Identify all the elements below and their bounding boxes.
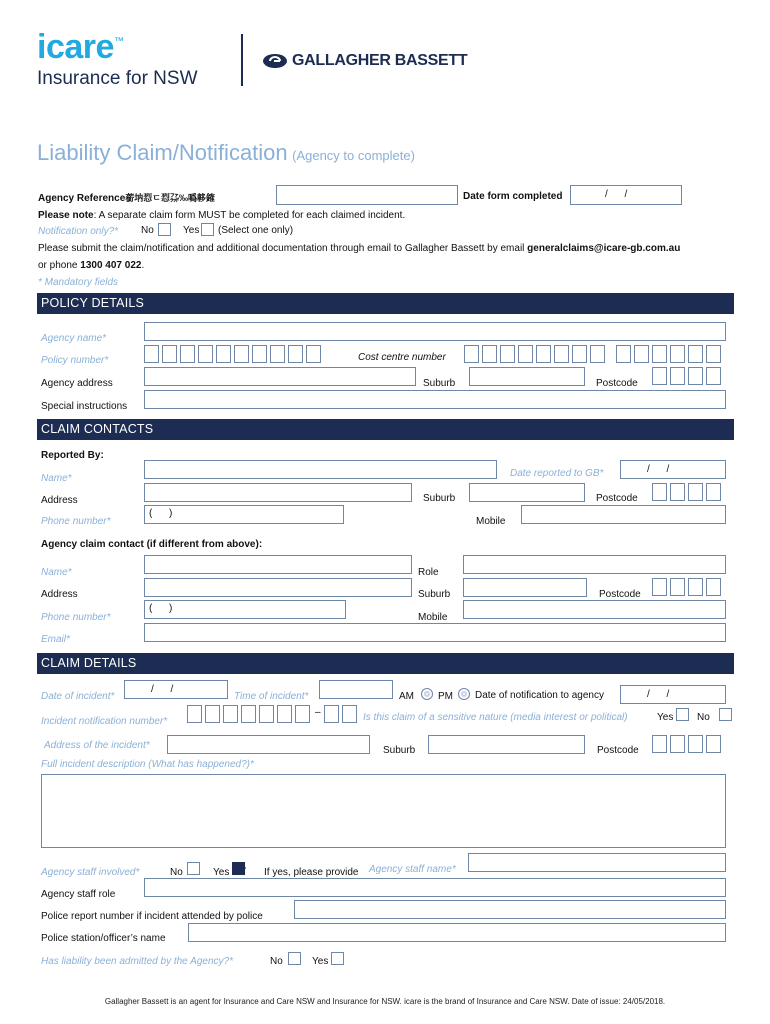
incident-postcode-label: Postcode <box>597 745 639 756</box>
contact-email-field[interactable] <box>144 623 726 642</box>
reporter-phone-field[interactable] <box>144 505 344 524</box>
incident-postcode-cell[interactable] <box>652 735 667 753</box>
reported-by-label: Reported By: <box>41 450 104 461</box>
agency-reference-garbled-text: 䕔㘨㤠ㄷ㤠㌲‰噅䡔䥃 <box>125 193 215 203</box>
staff-role-field[interactable] <box>144 878 726 897</box>
incident-number-cell[interactable] <box>205 705 220 723</box>
contact-postcode-label: Postcode <box>599 589 641 600</box>
contact-postcode-cell[interactable] <box>670 578 685 596</box>
incident-suburb-label: Suburb <box>383 745 416 756</box>
liability-yes-checkbox[interactable] <box>331 952 344 965</box>
staff-role-label: Agency staff role <box>41 889 116 900</box>
sensitive-yes-label: Yes <box>657 712 674 723</box>
cost-centre-cell[interactable] <box>590 345 605 363</box>
trademark-symbol: ™ <box>113 36 124 47</box>
staff-no-label: No <box>170 867 183 878</box>
date-slash: / / <box>647 464 670 475</box>
cost-centre-cell[interactable] <box>464 345 479 363</box>
please-note <box>38 210 405 221</box>
notification-yes-label: Yes <box>183 225 200 236</box>
sensitive-label: Is this claim of a sensitive nature (media interest or political) <box>363 712 628 723</box>
policy-postcode-cell[interactable] <box>688 367 703 385</box>
agency-reference-label <box>38 191 215 204</box>
description-label: Full incident description (What has happened?)* <box>41 759 254 770</box>
date-form-completed-label: Date form completed <box>463 191 563 202</box>
contact-mobile-label: Mobile <box>418 612 448 623</box>
time-incident-field[interactable] <box>319 680 393 699</box>
policy-number-cell[interactable] <box>144 345 159 363</box>
please-note-bold: Please note <box>38 210 94 221</box>
incident-address-field[interactable] <box>167 735 370 754</box>
reporter-suburb-field[interactable] <box>469 483 585 502</box>
mandatory-note: * Mandatory fields <box>38 277 119 288</box>
phone-number-text: 1300 407 022 <box>80 260 142 271</box>
time-incident-label: Time of incident* <box>234 691 309 702</box>
contact-email-label: Email* <box>41 634 70 645</box>
incident-number-label: Incident notification number* <box>41 716 168 727</box>
or-phone-text: or phone <box>38 260 81 271</box>
notification-yes-checkbox[interactable] <box>201 223 214 236</box>
pm-label: PM <box>438 691 453 702</box>
cost-centre-cell[interactable] <box>706 345 721 363</box>
date-slash: / / <box>647 689 670 700</box>
icare-wordmark: icare <box>37 28 114 66</box>
policy-number-cell[interactable] <box>216 345 231 363</box>
reporter-mobile-label: Mobile <box>476 516 506 527</box>
reporter-postcode-cell[interactable] <box>688 483 703 501</box>
police-report-label: Police report number if incident attended by police <box>41 911 263 922</box>
gallagher-bassett-wordmark: GALLAGHER BASSETT <box>292 52 468 69</box>
reporter-postcode-cell[interactable] <box>670 483 685 501</box>
reporter-address-field[interactable] <box>144 483 412 502</box>
header-divider <box>241 34 243 86</box>
agency-address-label: Agency address <box>41 378 113 389</box>
icare-logo <box>37 30 124 64</box>
staff-involved-label: Agency staff involved* <box>41 867 140 878</box>
cost-centre-cell[interactable] <box>518 345 533 363</box>
contact-mobile-field[interactable] <box>463 600 726 619</box>
notification-no-label: No <box>141 225 154 236</box>
contact-phone-field[interactable] <box>144 600 346 619</box>
staff-yes-label: Yes <box>213 867 230 878</box>
incident-number-cell[interactable] <box>223 705 238 723</box>
liability-no-label: No <box>270 956 283 967</box>
liability-no-checkbox[interactable] <box>288 952 301 965</box>
incident-number-cell[interactable] <box>342 705 357 723</box>
cost-centre-cell[interactable] <box>482 345 497 363</box>
staff-name-label: Agency staff name* <box>369 864 456 875</box>
cost-centre-cell[interactable] <box>652 345 667 363</box>
date-slash: / / <box>605 189 628 200</box>
police-station-field[interactable] <box>188 923 726 942</box>
incident-number-cell[interactable] <box>324 705 339 723</box>
cost-centre-cell[interactable] <box>554 345 569 363</box>
reporter-mobile-field[interactable] <box>521 505 726 524</box>
date-incident-field[interactable] <box>124 680 228 699</box>
policy-suburb-label: Suburb <box>423 378 456 389</box>
agency-address-field[interactable] <box>144 367 416 386</box>
reporter-name-label: Name* <box>41 473 72 484</box>
policy-number-cell[interactable] <box>288 345 303 363</box>
liability-yes-label: Yes <box>312 956 329 967</box>
agency-name-field[interactable] <box>144 322 726 341</box>
contact-phone-label: Phone number* <box>41 612 111 623</box>
policy-number-cell[interactable] <box>162 345 177 363</box>
date-notification-label: Date of notification to agency <box>475 690 604 701</box>
policy-number-cell[interactable] <box>180 345 195 363</box>
staff-no-checkbox[interactable] <box>187 862 200 875</box>
footer-text: Gallagher Bassett is an agent for Insurance and Care NSW and Insurance for NSW. icare is the brand of Insurance and Care NSW. Date of issue: 24/05/2018. <box>104 997 666 1006</box>
sensitive-no-label: No <box>697 712 710 723</box>
incident-postcode-cell[interactable] <box>706 735 721 753</box>
staff-name-field[interactable] <box>468 853 726 872</box>
date-reported-label: Date reported to GB* <box>510 468 604 479</box>
submit-phone <box>38 260 144 271</box>
form-title-main: Liability Claim/Notification <box>37 140 288 165</box>
policy-details-heading: POLICY DETAILS <box>37 293 734 314</box>
policy-postcode-cell[interactable] <box>652 367 667 385</box>
date-reported-field[interactable] <box>620 460 726 479</box>
incident-number-cell[interactable] <box>295 705 310 723</box>
claim-details-heading: CLAIM DETAILS <box>37 653 734 674</box>
pm-radio[interactable] <box>458 688 470 700</box>
cost-centre-cell[interactable] <box>634 345 649 363</box>
checked-arrow-icon <box>241 862 254 875</box>
date-form-completed-field[interactable] <box>570 185 682 205</box>
policy-postcode-cell[interactable] <box>670 367 685 385</box>
reporter-phone-label: Phone number* <box>41 516 111 527</box>
description-field[interactable] <box>41 774 726 848</box>
contact-name-field[interactable] <box>144 555 412 574</box>
reporter-postcode-label: Postcode <box>596 493 638 504</box>
agency-contact-label: Agency claim contact (if different from above): <box>41 539 263 550</box>
cost-centre-cell[interactable] <box>688 345 703 363</box>
date-slash: / / <box>151 684 174 695</box>
incident-number-cell[interactable] <box>241 705 256 723</box>
sensitive-no-checkbox[interactable] <box>719 708 732 721</box>
incident-number-cell[interactable] <box>187 705 202 723</box>
contact-role-field[interactable] <box>463 555 726 574</box>
phone-area-code: ( ) <box>149 603 173 614</box>
special-instructions-label: Special instructions <box>41 401 128 412</box>
agency-reference-field[interactable] <box>276 185 458 205</box>
liability-label: Has liability been admitted by the Agency?* <box>41 956 233 967</box>
reporter-name-field[interactable] <box>144 460 497 479</box>
police-report-field[interactable] <box>294 900 726 919</box>
please-note-text: : A separate claim form MUST be completed for each claimed incident. <box>93 210 406 221</box>
contact-postcode-cell[interactable] <box>652 578 667 596</box>
policy-number-cell[interactable] <box>270 345 285 363</box>
gallagher-bassett-emblem-icon <box>262 53 288 69</box>
cost-centre-cell[interactable] <box>670 345 685 363</box>
policy-suburb-field[interactable] <box>469 367 585 386</box>
select-one-text: (Select one only) <box>218 225 294 236</box>
incident-postcode-cell[interactable] <box>688 735 703 753</box>
phone-area-code: ( ) <box>149 508 173 519</box>
policy-postcode-cell[interactable] <box>706 367 721 385</box>
icare-tagline: Insurance for NSW <box>37 68 198 89</box>
cost-centre-cell[interactable] <box>500 345 515 363</box>
cost-centre-cell[interactable] <box>536 345 551 363</box>
incident-postcode-cell[interactable] <box>670 735 685 753</box>
notification-only-label: Notification only?* <box>38 226 119 237</box>
date-notification-field[interactable] <box>620 685 726 704</box>
contact-address-label: Address <box>41 589 78 600</box>
policy-postcode-label: Postcode <box>596 378 638 389</box>
contact-role-label: Role <box>418 567 439 578</box>
incident-number-cell[interactable] <box>277 705 292 723</box>
contact-postcode-cell[interactable] <box>706 578 721 596</box>
contact-suburb-label: Suburb <box>418 589 451 600</box>
reporter-postcode-cell[interactable] <box>706 483 721 501</box>
staff-yes-checkbox[interactable] <box>232 862 245 875</box>
policy-number-label: Policy number* <box>41 355 109 366</box>
notification-no-checkbox[interactable] <box>158 223 171 236</box>
cost-centre-label: Cost centre number <box>358 352 446 363</box>
incident-address-label: Address of the incident* <box>44 740 150 751</box>
policy-number-cell[interactable] <box>252 345 267 363</box>
submit-email-link[interactable]: generalclaims@icare-gb.com.au <box>527 243 681 254</box>
if-yes-label: If yes, please provide <box>264 867 359 878</box>
period-text: . <box>141 260 145 271</box>
special-instructions-field[interactable] <box>144 390 726 409</box>
sensitive-yes-checkbox[interactable] <box>676 708 689 721</box>
reporter-postcode-cell[interactable] <box>652 483 667 501</box>
reporter-address-label: Address <box>41 495 78 506</box>
form-title <box>37 140 415 166</box>
contact-name-label: Name* <box>41 567 72 578</box>
am-radio[interactable] <box>421 688 433 700</box>
incident-number-cell[interactable] <box>259 705 274 723</box>
claim-contacts-heading: CLAIM CONTACTS <box>37 419 734 440</box>
am-label: AM <box>399 691 414 702</box>
form-title-sub: (Agency to complete) <box>292 148 415 163</box>
contact-suburb-field[interactable] <box>463 578 587 597</box>
policy-number-cell[interactable] <box>234 345 249 363</box>
date-incident-label: Date of incident* <box>41 691 115 702</box>
police-station-label: Police station/officer’s name <box>41 933 166 944</box>
agency-name-label: Agency name* <box>41 333 107 344</box>
submit-instructions <box>38 243 680 254</box>
policy-number-cell[interactable] <box>198 345 213 363</box>
incident-suburb-field[interactable] <box>428 735 585 754</box>
contact-address-field[interactable] <box>144 578 412 597</box>
agency-reference-text: Agency Reference <box>38 193 126 204</box>
reporter-suburb-label: Suburb <box>423 493 456 504</box>
submit-text: Please submit the claim/notification and additional documentation through email to Gallagher Bassett by email <box>38 243 528 254</box>
contact-postcode-cell[interactable] <box>688 578 703 596</box>
incident-number-dash: – <box>315 707 321 718</box>
policy-number-cell[interactable] <box>306 345 321 363</box>
cost-centre-cell[interactable] <box>616 345 631 363</box>
cost-centre-cell[interactable] <box>572 345 587 363</box>
